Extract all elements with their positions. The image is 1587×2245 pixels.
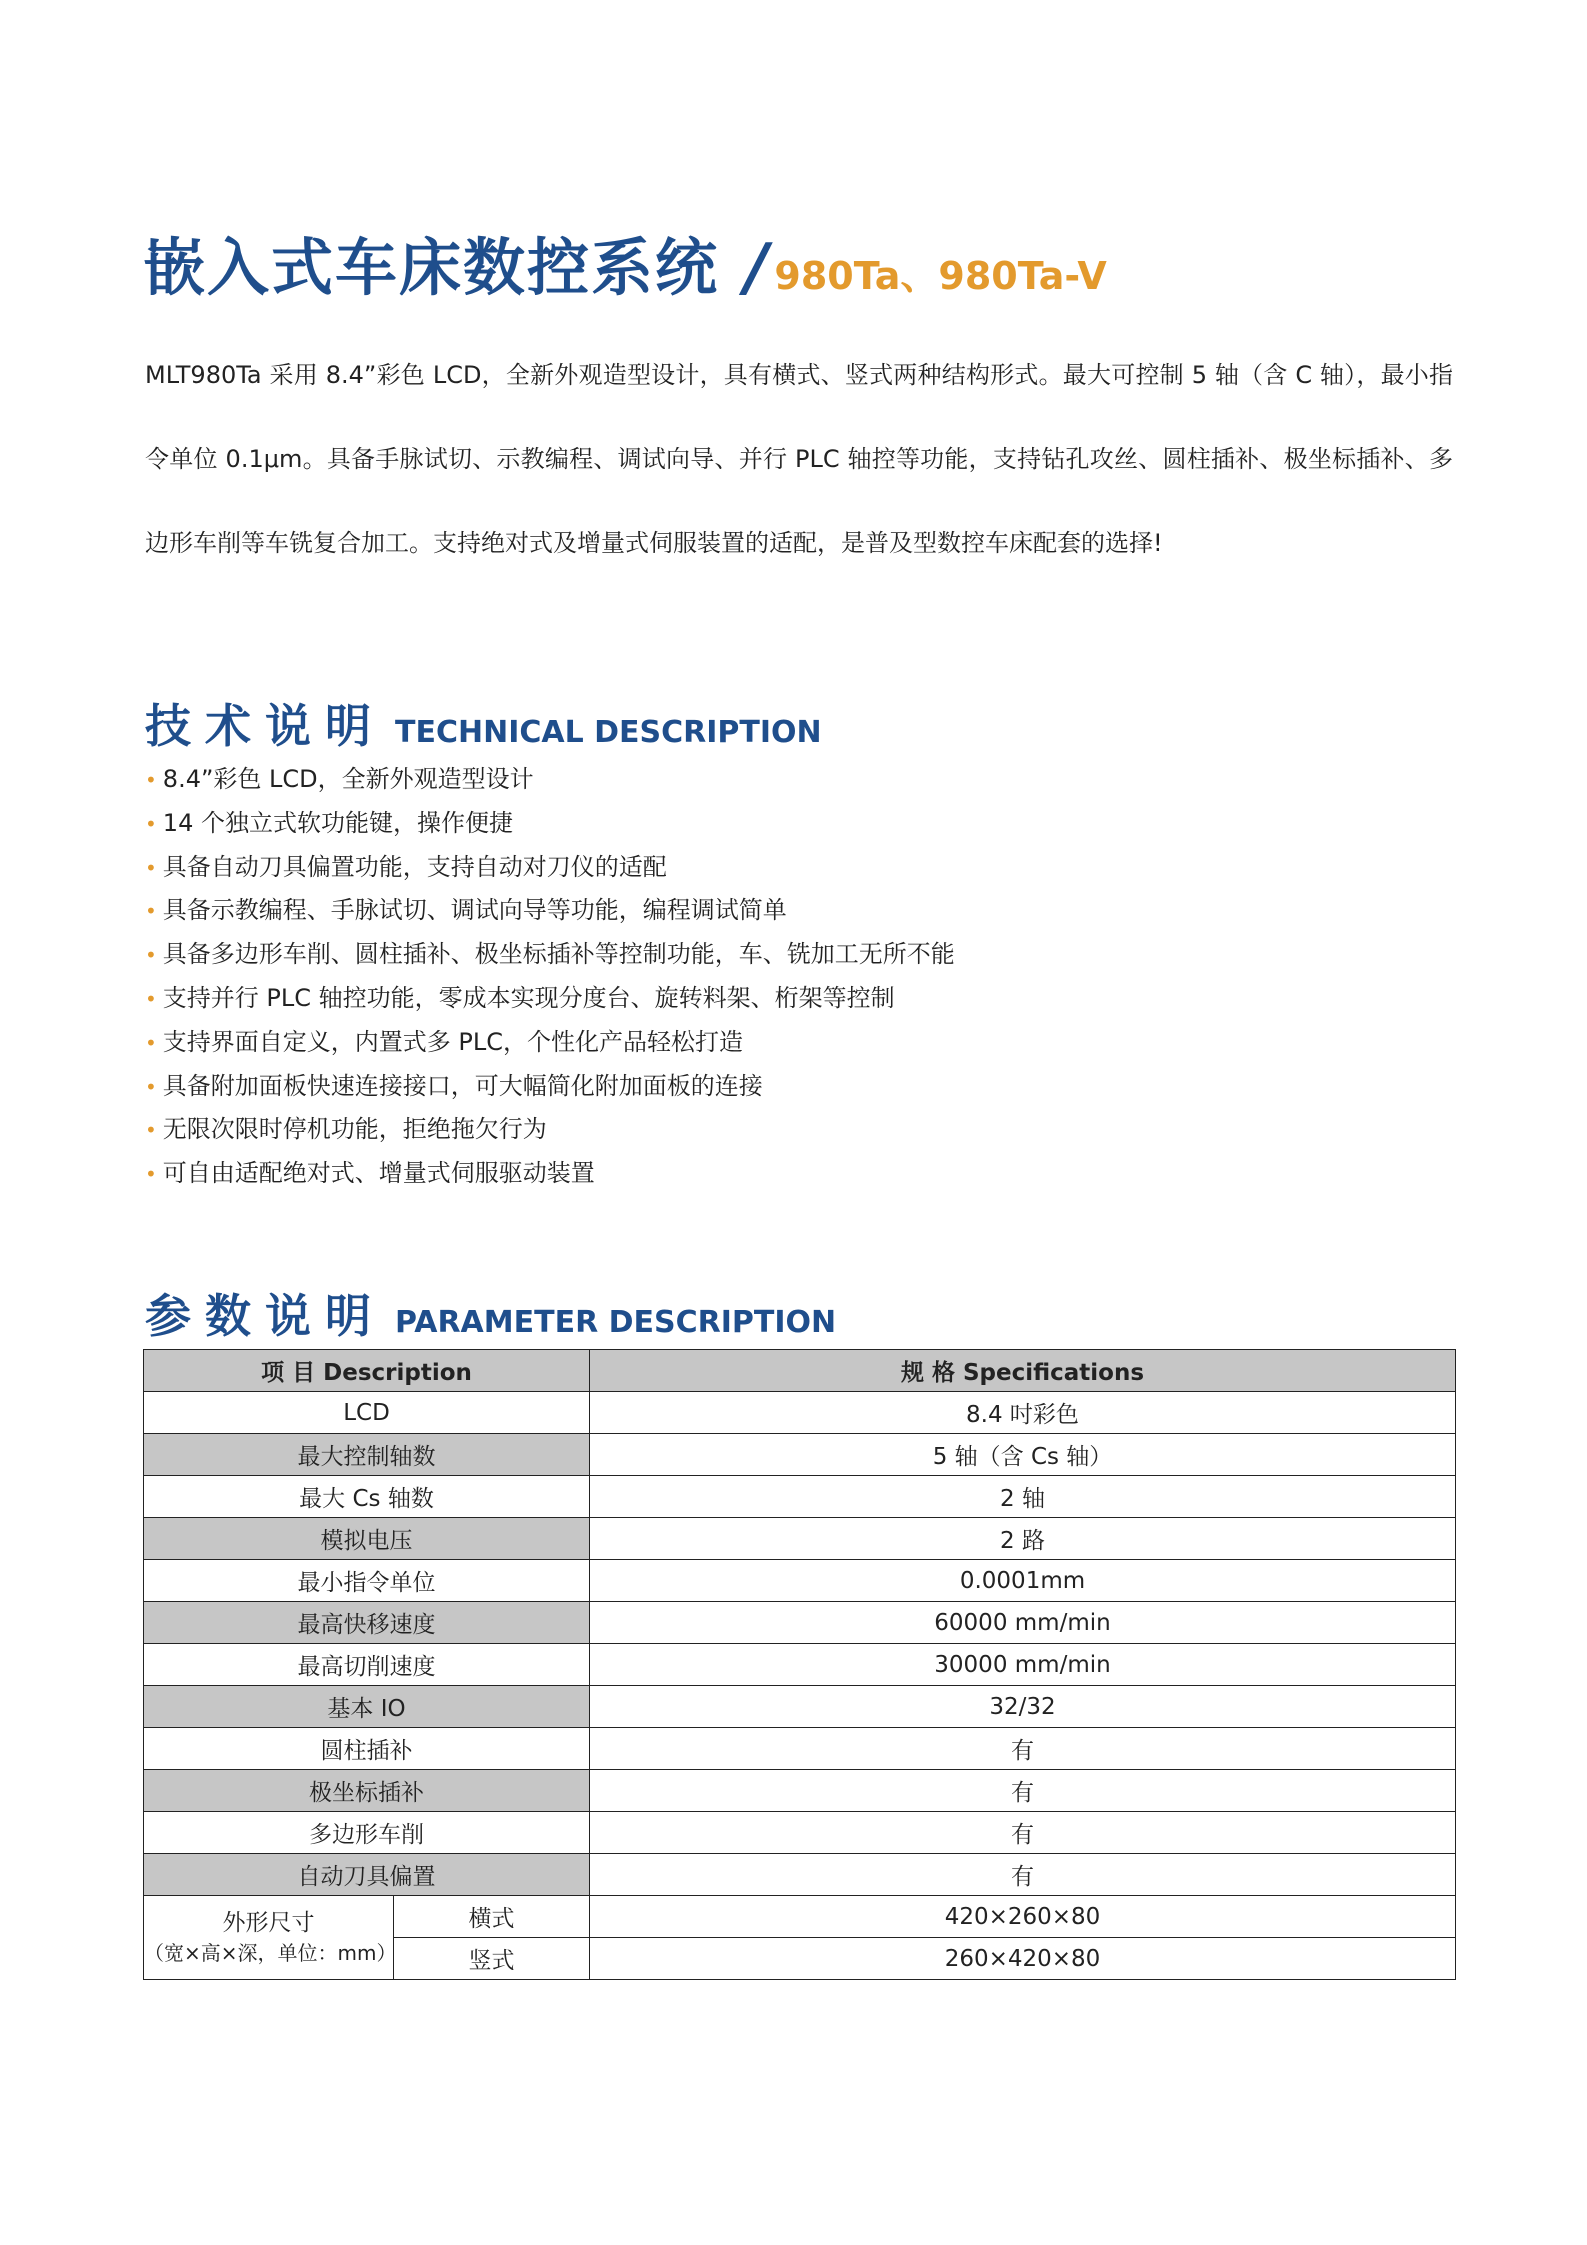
table-row bbox=[144, 1476, 1456, 1518]
table-row bbox=[144, 1770, 1456, 1812]
feature-item bbox=[145, 1065, 955, 1109]
parameter-heading-cn: 参数说明 bbox=[145, 1289, 385, 1343]
row-label: 最高快移速度 bbox=[144, 1602, 590, 1644]
table-row bbox=[144, 1728, 1456, 1770]
bullet-icon: • bbox=[145, 811, 157, 836]
row-value: 8.4 吋彩色 bbox=[590, 1392, 1456, 1434]
table-row bbox=[144, 1854, 1456, 1896]
table-row bbox=[144, 1518, 1456, 1560]
intro-paragraph: MLT980Ta 采用 8.4”彩色 LCD，全新外观造型设计，具有横式、竖式两种结构形式。最大可控制 5 轴（含 C 轴），最小指令单位 0.1μm。具备手脉试切、示教编程、调试向导、并行 PLC 轴控等功能，支持钻孔攻丝、圆柱插补、极坐标插补、多边形车削等车铣复合加工。支持绝对式及增量式伺服装置的适配，是普及型数控车床配套的选择! bbox=[145, 361, 1453, 557]
dimensions-vertical-value: 260×420×80 bbox=[590, 1938, 1456, 1980]
feature-text: 具备多边形车削、圆柱插补、极坐标插补等控制功能，车、铣加工无所不能 bbox=[162, 940, 955, 969]
bullet-icon: • bbox=[145, 943, 157, 968]
feature-text: 具备示教编程、手脉试切、调试向导等功能，编程调试简单 bbox=[162, 896, 787, 925]
bullet-icon: • bbox=[145, 1118, 157, 1143]
bullet-icon: • bbox=[145, 855, 157, 880]
feature-text: 具备附加面板快速连接接口，可大幅简化附加面板的连接 bbox=[162, 1071, 763, 1100]
title-models: 980Ta、980Ta-V bbox=[774, 254, 1107, 298]
page-title bbox=[143, 218, 1107, 307]
row-value: 0.0001mm bbox=[590, 1560, 1456, 1602]
feature-text: 具备自动刀具偏置功能，支持自动对刀仪的适配 bbox=[162, 852, 667, 881]
feature-list bbox=[145, 758, 955, 1196]
table-row bbox=[144, 1560, 1456, 1602]
row-label: 自动刀具偏置 bbox=[144, 1854, 590, 1896]
row-value: 有 bbox=[590, 1770, 1456, 1812]
parameter-heading bbox=[145, 1280, 836, 1346]
feature-item bbox=[145, 889, 955, 933]
table-row-dimensions bbox=[144, 1896, 1456, 1938]
row-label: 最高切削速度 bbox=[144, 1644, 590, 1686]
row-value: 有 bbox=[590, 1854, 1456, 1896]
header-spec: 规 格 Specifications bbox=[590, 1350, 1456, 1392]
row-label: 基本 IO bbox=[144, 1686, 590, 1728]
dimensions-horizontal-label: 横式 bbox=[394, 1896, 590, 1938]
bullet-icon: • bbox=[145, 1074, 157, 1099]
feature-item bbox=[145, 1021, 955, 1065]
table-row bbox=[144, 1686, 1456, 1728]
row-label: 圆柱插补 bbox=[144, 1728, 590, 1770]
parameter-heading-en: PARAMETER DESCRIPTION bbox=[395, 1305, 837, 1340]
table-row bbox=[144, 1602, 1456, 1644]
row-value: 60000 mm/min bbox=[590, 1602, 1456, 1644]
feature-item bbox=[145, 933, 955, 977]
feature-item bbox=[145, 977, 955, 1021]
row-label: LCD bbox=[144, 1392, 590, 1434]
dimensions-vertical-label: 竖式 bbox=[394, 1938, 590, 1980]
parameter-table bbox=[143, 1349, 1456, 1980]
row-value: 2 轴 bbox=[590, 1476, 1456, 1518]
row-value: 2 路 bbox=[590, 1518, 1456, 1560]
row-label: 最大 Cs 轴数 bbox=[144, 1476, 590, 1518]
row-label: 多边形车削 bbox=[144, 1812, 590, 1854]
technical-heading bbox=[145, 690, 822, 756]
row-label: 模拟电压 bbox=[144, 1518, 590, 1560]
feature-item bbox=[145, 1152, 955, 1196]
bullet-icon: • bbox=[145, 899, 157, 924]
feature-text: 可自由适配绝对式、增量式伺服驱动装置 bbox=[162, 1159, 595, 1188]
feature-text: 支持界面自定义，内置式多 PLC，个性化产品轻松打造 bbox=[162, 1027, 744, 1056]
dimensions-label: 外形尺寸 bbox=[222, 1909, 315, 1936]
row-label: 最小指令单位 bbox=[144, 1560, 590, 1602]
row-value: 5 轴（含 Cs 轴） bbox=[590, 1434, 1456, 1476]
title-main: 嵌入式车床数控系统 bbox=[143, 231, 720, 304]
technical-heading-en: TECHNICAL DESCRIPTION bbox=[395, 715, 822, 750]
technical-heading-cn: 技术说明 bbox=[145, 699, 385, 753]
row-value: 32/32 bbox=[590, 1686, 1456, 1728]
feature-text: 支持并行 PLC 轴控功能，零成本实现分度台、旋转料架、桁架等控制 bbox=[162, 983, 895, 1012]
dimensions-label-cell bbox=[144, 1896, 397, 1980]
feature-item bbox=[145, 1108, 955, 1152]
table-row bbox=[144, 1812, 1456, 1854]
feature-text: 8.4”彩色 LCD，全新外观造型设计 bbox=[162, 765, 534, 793]
row-value: 有 bbox=[590, 1728, 1456, 1770]
bullet-icon: • bbox=[145, 986, 157, 1011]
header-item: 项 目 Description bbox=[144, 1350, 590, 1392]
dimensions-horizontal-value: 420×260×80 bbox=[590, 1896, 1456, 1938]
table-row bbox=[144, 1434, 1456, 1476]
title-slash: / bbox=[745, 231, 769, 305]
bullet-icon: • bbox=[145, 1162, 157, 1187]
table-row bbox=[144, 1644, 1456, 1686]
bullet-icon: • bbox=[145, 1030, 157, 1055]
feature-text: 14 个独立式软功能键，操作便捷 bbox=[162, 808, 513, 837]
table-header-row bbox=[144, 1350, 1456, 1392]
bullet-icon: • bbox=[145, 768, 157, 792]
row-label: 最大控制轴数 bbox=[144, 1434, 590, 1476]
feature-item bbox=[145, 758, 955, 802]
feature-item bbox=[145, 802, 955, 846]
row-value: 30000 mm/min bbox=[590, 1644, 1456, 1686]
feature-text: 无限次限时停机功能，拒绝拖欠行为 bbox=[162, 1115, 547, 1144]
dimensions-note: （宽×高×深，单位：mm） bbox=[144, 1940, 397, 1965]
table-row bbox=[144, 1392, 1456, 1434]
feature-item bbox=[145, 846, 955, 890]
row-value: 有 bbox=[590, 1812, 1456, 1854]
row-label: 极坐标插补 bbox=[144, 1770, 590, 1812]
